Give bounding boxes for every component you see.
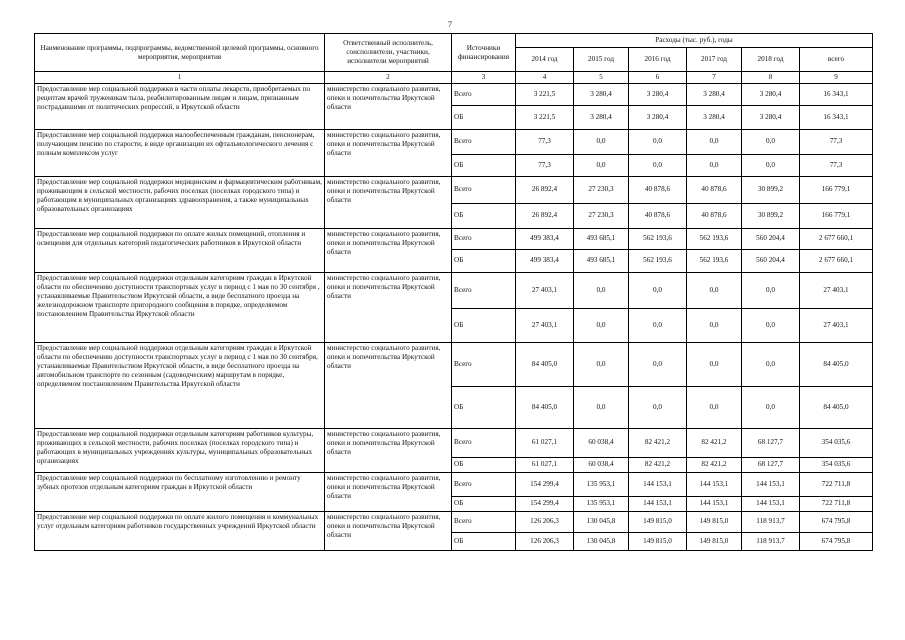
amount-year: 562 193,6 xyxy=(687,249,742,272)
amount-year: 3 280,4 xyxy=(574,83,629,105)
funding-source: Всего xyxy=(452,272,516,308)
measure-name: Предоставление мер социальной поддержки медицинским и фармацевтическим работникам, проживающим в сельской местности, рабочих поселках (поселках городского типа) и работающим в муниципальных организациях здравоохранения, а также муниципальных образовательных организациях xyxy=(35,176,325,228)
amount-year: 0,0 xyxy=(687,129,742,154)
amount-year: 149 815,0 xyxy=(629,511,687,532)
amount-year: 3 280,4 xyxy=(742,105,800,129)
column-index: 2 xyxy=(325,72,452,84)
amount-year: 144 153,1 xyxy=(742,472,800,496)
amount-year: 40 878,6 xyxy=(629,176,687,203)
amount-year: 0,0 xyxy=(742,129,800,154)
amount-year: 118 913,7 xyxy=(742,532,800,550)
amount-year: 27 403,1 xyxy=(516,272,574,308)
table-row xyxy=(35,129,873,154)
amount-year: 3 280,4 xyxy=(687,83,742,105)
amount-total: 166 779,1 xyxy=(800,176,873,203)
header-year-2016: 2016 год xyxy=(629,48,687,72)
funding-source: ОБ xyxy=(452,386,516,428)
measure-name: Предоставление мер социальной поддержки отдельным категориям работников культуры, проживающих в сельской местности, рабочих поселках (поселках городского типа) и работающих в муниципальных учреждениях культуры, муниципальных образовательных организациях xyxy=(35,428,325,472)
amount-year: 0,0 xyxy=(574,386,629,428)
amount-year: 0,0 xyxy=(687,272,742,308)
amount-year: 3 221,5 xyxy=(516,83,574,105)
amount-year: 130 045,8 xyxy=(574,511,629,532)
responsible-executor: министерство социального развития, опеки и попечительства Иркутской области xyxy=(325,129,452,176)
amount-year: 0,0 xyxy=(629,154,687,176)
header-year-2015: 2015 год xyxy=(574,48,629,72)
amount-year: 0,0 xyxy=(574,342,629,386)
funding-source: ОБ xyxy=(452,496,516,511)
amount-total: 77,3 xyxy=(800,154,873,176)
table-row xyxy=(35,228,873,249)
amount-year: 0,0 xyxy=(687,154,742,176)
funding-source: ОБ xyxy=(452,249,516,272)
amount-total: 84 405,0 xyxy=(800,386,873,428)
measure-name: Предоставление мер социальной поддержки отдельным категориям граждан в Иркутской области по обеспечению доступности транспортных услуг в период с 1 мая по 30 сентября , устанавливаемые Правительством Иркутской области, в виде бесплатного проезда на железнодорожном транспорте пригородного сообщения в порядке, определяемом постановлением Правительства Иркутской области xyxy=(35,272,325,342)
amount-total: 674 795,8 xyxy=(800,511,873,532)
amount-year: 68 127,7 xyxy=(742,428,800,457)
amount-year: 144 153,1 xyxy=(629,496,687,511)
amount-year: 30 899,2 xyxy=(742,176,800,203)
table-row xyxy=(35,176,873,203)
column-index: 5 xyxy=(574,72,629,84)
amount-year: 84 405,0 xyxy=(516,342,574,386)
funding-source: ОБ xyxy=(452,532,516,550)
column-index: 6 xyxy=(629,72,687,84)
amount-year: 3 280,4 xyxy=(629,83,687,105)
funding-source: Всего xyxy=(452,129,516,154)
responsible-executor: министерство социального развития, опеки и попечительства Иркутской области xyxy=(325,272,452,342)
amount-year: 0,0 xyxy=(687,386,742,428)
amount-year: 0,0 xyxy=(629,129,687,154)
amount-year: 0,0 xyxy=(687,308,742,342)
amount-year: 0,0 xyxy=(629,272,687,308)
amount-year: 126 206,3 xyxy=(516,511,574,532)
amount-year: 60 038,4 xyxy=(574,457,629,472)
column-index: 1 xyxy=(35,72,325,84)
amount-year: 30 899,2 xyxy=(742,203,800,228)
amount-year: 135 953,1 xyxy=(574,496,629,511)
amount-year: 26 892,4 xyxy=(516,203,574,228)
amount-year: 3 221,5 xyxy=(516,105,574,129)
header-responsible: Ответственный исполнитель, соисполнители, участники, исполнители мероприятий xyxy=(325,34,452,72)
measure-name: Предоставление мер социальной поддержки отдельным категориям граждан в Иркутской области по обеспечению доступности транспортных услуг в период с 1 мая по 30 сентября, устанавливаемые Правительством Иркутской области, в виде бесплатного проезда на автомобильном транспорте по сезонным (садоводческим) маршрутам в порядке, определяемом постановлением Правительства Иркутской области xyxy=(35,342,325,428)
amount-year: 149 815,0 xyxy=(629,532,687,550)
amount-year: 562 193,6 xyxy=(629,228,687,249)
amount-year: 144 153,1 xyxy=(687,496,742,511)
amount-year: 0,0 xyxy=(574,129,629,154)
amount-year: 27 230,3 xyxy=(574,176,629,203)
amount-year: 0,0 xyxy=(742,342,800,386)
table-row xyxy=(35,83,873,105)
amount-year: 40 878,6 xyxy=(687,203,742,228)
header-year-2017: 2017 год xyxy=(687,48,742,72)
amount-year: 68 127,7 xyxy=(742,457,800,472)
amount-total: 722 711,8 xyxy=(800,496,873,511)
amount-total: 722 711,8 xyxy=(800,472,873,496)
funding-source: Всего xyxy=(452,176,516,203)
amount-total: 2 677 660,1 xyxy=(800,228,873,249)
amount-total: 166 779,1 xyxy=(800,203,873,228)
amount-year: 130 045,8 xyxy=(574,532,629,550)
amount-year: 499 383,4 xyxy=(516,228,574,249)
amount-year: 77,3 xyxy=(516,129,574,154)
amount-year: 0,0 xyxy=(742,386,800,428)
amount-year: 27 230,3 xyxy=(574,203,629,228)
amount-year: 154 299,4 xyxy=(516,472,574,496)
amount-year: 77,3 xyxy=(516,154,574,176)
table-row xyxy=(35,511,873,532)
amount-year: 0,0 xyxy=(742,272,800,308)
measure-name: Предоставление мер социальной поддержки в части оплаты лекарств, приобретаемых по рецептам врачей труженикам тыла, реабилитированным лицам и лицам, признанным пострадавшими от политических репрессий, в Иркутской области xyxy=(35,83,325,129)
amount-year: 3 280,4 xyxy=(687,105,742,129)
amount-total: 674 795,8 xyxy=(800,532,873,550)
header-year-2018: 2018 год xyxy=(742,48,800,72)
amount-year: 26 892,4 xyxy=(516,176,574,203)
amount-year: 118 913,7 xyxy=(742,511,800,532)
amount-year: 0,0 xyxy=(574,154,629,176)
table-row xyxy=(35,342,873,386)
amount-total: 16 343,1 xyxy=(800,83,873,105)
measure-name: Предоставление мер социальной поддержки малообеспеченным гражданам, пенсионерам, получающим пенсию по старости, в виде организации их офтальмологического лечения с полным комплексом услуг xyxy=(35,129,325,176)
measure-name: Предоставление мер социальной поддержки по бесплатному изготовлению и ремонту зубных протезов отдельным категориям граждан в Иркутской области xyxy=(35,472,325,511)
amount-year: 40 878,6 xyxy=(629,203,687,228)
responsible-executor: министерство социального развития, опеки и попечительства Иркутской области xyxy=(325,428,452,472)
column-index: 3 xyxy=(452,72,516,84)
amount-year: 61 027,1 xyxy=(516,457,574,472)
column-index: 7 xyxy=(687,72,742,84)
amount-year: 154 299,4 xyxy=(516,496,574,511)
funding-source: Всего xyxy=(452,83,516,105)
funding-source: ОБ xyxy=(452,154,516,176)
amount-year: 144 153,1 xyxy=(687,472,742,496)
amount-year: 560 204,4 xyxy=(742,228,800,249)
amount-year: 126 206,3 xyxy=(516,532,574,550)
amount-year: 493 685,1 xyxy=(574,249,629,272)
column-index: 4 xyxy=(516,72,574,84)
page-number: 7 xyxy=(448,20,452,29)
amount-year: 149 815,0 xyxy=(687,532,742,550)
amount-year: 27 403,1 xyxy=(516,308,574,342)
amount-year: 0,0 xyxy=(629,308,687,342)
measure-name: Предоставление мер социальной поддержки по оплате жилого помещения и коммунальных услуг отдельным категориям работников государственных учреждений Иркутской области xyxy=(35,511,325,550)
amount-year: 0,0 xyxy=(629,386,687,428)
header-expenses: Расходы (тыс. руб.), годы xyxy=(516,34,873,48)
funding-source: ОБ xyxy=(452,203,516,228)
amount-year: 562 193,6 xyxy=(687,228,742,249)
table-row xyxy=(35,272,873,308)
amount-year: 499 383,4 xyxy=(516,249,574,272)
amount-year: 3 280,4 xyxy=(629,105,687,129)
responsible-executor: министерство социального развития, опеки и попечительства Иркутской области xyxy=(325,342,452,428)
funding-source: Всего xyxy=(452,472,516,496)
amount-total: 354 035,6 xyxy=(800,457,873,472)
amount-year: 82 421,2 xyxy=(629,457,687,472)
amount-total: 84 405,0 xyxy=(800,342,873,386)
amount-year: 84 405,0 xyxy=(516,386,574,428)
amount-total: 2 677 660,1 xyxy=(800,249,873,272)
table-row xyxy=(35,428,873,457)
responsible-executor: министерство социального развития, опеки и попечительства Иркутской области xyxy=(325,472,452,511)
amount-year: 82 421,2 xyxy=(629,428,687,457)
amount-year: 0,0 xyxy=(742,154,800,176)
funding-source: Всего xyxy=(452,228,516,249)
amount-total: 16 343,1 xyxy=(800,105,873,129)
amount-year: 562 193,6 xyxy=(629,249,687,272)
measure-name: Предоставление мер социальной поддержки по оплате жилых помещений, отопления и освещения для отдельных категорий педагогических работников в Иркутской области xyxy=(35,228,325,272)
amount-year: 40 878,6 xyxy=(687,176,742,203)
responsible-executor: министерство социального развития, опеки и попечительства Иркутской области xyxy=(325,511,452,550)
amount-year: 135 953,1 xyxy=(574,472,629,496)
responsible-executor: министерство социального развития, опеки и попечительства Иркутской области xyxy=(325,83,452,129)
responsible-executor: министерство социального развития, опеки и попечительства Иркутской области xyxy=(325,228,452,272)
amount-year: 144 153,1 xyxy=(742,496,800,511)
amount-year: 560 204,4 xyxy=(742,249,800,272)
header-year-2014: 2014 год xyxy=(516,48,574,72)
amount-year: 3 280,4 xyxy=(574,105,629,129)
funding-source: ОБ xyxy=(452,457,516,472)
amount-total: 354 035,6 xyxy=(800,428,873,457)
expenses-table xyxy=(34,33,873,551)
amount-year: 149 815,0 xyxy=(687,511,742,532)
amount-year: 144 153,1 xyxy=(629,472,687,496)
table-row xyxy=(35,472,873,496)
amount-year: 60 038,4 xyxy=(574,428,629,457)
amount-year: 82 421,2 xyxy=(687,428,742,457)
amount-year: 82 421,2 xyxy=(687,457,742,472)
amount-year: 0,0 xyxy=(742,308,800,342)
funding-source: Всего xyxy=(452,342,516,386)
funding-source: Всего xyxy=(452,428,516,457)
column-index: 9 xyxy=(800,72,873,84)
funding-source: ОБ xyxy=(452,105,516,129)
amount-total: 77,3 xyxy=(800,129,873,154)
amount-year: 0,0 xyxy=(574,308,629,342)
amount-total: 27 403,1 xyxy=(800,308,873,342)
amount-year: 3 280,4 xyxy=(742,83,800,105)
amount-total: 27 403,1 xyxy=(800,272,873,308)
funding-source: ОБ xyxy=(452,308,516,342)
header-total: всего xyxy=(800,48,873,72)
funding-source: Всего xyxy=(452,511,516,532)
amount-year: 61 027,1 xyxy=(516,428,574,457)
responsible-executor: министерство социального развития, опеки и попечительства Иркутской области xyxy=(325,176,452,228)
amount-year: 0,0 xyxy=(687,342,742,386)
column-index: 8 xyxy=(742,72,800,84)
amount-year: 0,0 xyxy=(629,342,687,386)
amount-year: 493 685,1 xyxy=(574,228,629,249)
header-name: Наименование программы, подпрограммы, ведомственной целевой программы, основного мероприятия, мероприятия xyxy=(35,34,325,72)
header-sources: Источники финансирования xyxy=(452,34,516,72)
column-index-row xyxy=(35,72,873,84)
amount-year: 0,0 xyxy=(574,272,629,308)
